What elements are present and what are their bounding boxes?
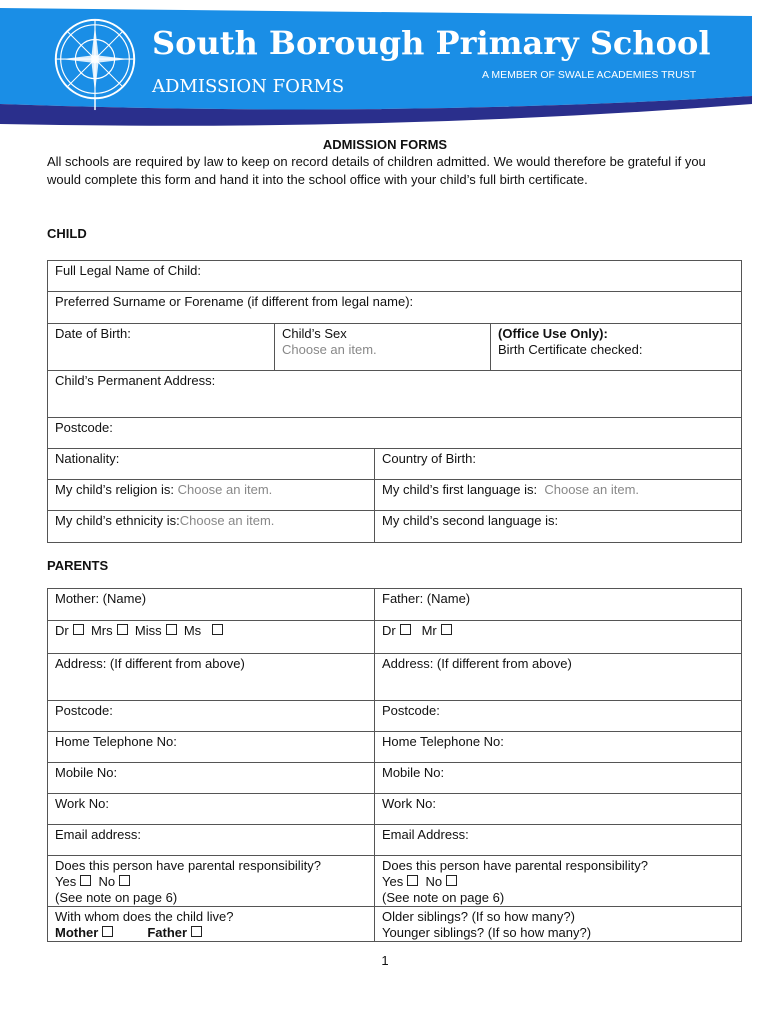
permanent-address-field[interactable]	[48, 371, 742, 418]
title-dr-label: Dr	[382, 623, 396, 638]
country-of-birth-field[interactable]	[375, 449, 742, 480]
mother-work-field[interactable]	[48, 794, 375, 825]
title-dr-checkbox[interactable]	[73, 624, 84, 635]
mother-address-label: Address: (If different from above)	[55, 656, 245, 671]
mother-postcode-field[interactable]	[48, 701, 375, 732]
father-parental-responsibility	[375, 856, 742, 907]
second-language-field[interactable]	[375, 511, 742, 543]
siblings-field[interactable]	[375, 907, 742, 942]
father-work-label: Work No:	[382, 796, 436, 811]
mother-name-field[interactable]	[48, 589, 375, 621]
mother-email-label: Email address:	[55, 827, 141, 842]
older-siblings-label: Older siblings? (If so how many?)	[382, 909, 575, 924]
father-email-label: Email Address:	[382, 827, 469, 842]
preferred-name-field[interactable]	[48, 292, 742, 324]
child-postcode-field[interactable]	[48, 418, 742, 449]
mother-name-label: Mother: (Name)	[55, 591, 147, 606]
title-mr-checkbox[interactable]	[441, 624, 452, 635]
ethnicity-field	[48, 511, 375, 543]
first-language-field	[375, 480, 742, 511]
father-postcode-field[interactable]	[375, 701, 742, 732]
father-address-field[interactable]	[375, 654, 742, 701]
see-note: (See note on page 6)	[55, 890, 178, 905]
father-name-field[interactable]	[375, 589, 742, 621]
child-section-heading: CHILD	[47, 226, 87, 241]
title-ms-checkbox[interactable]	[212, 624, 223, 635]
no-label: No	[425, 874, 443, 889]
yes-label: Yes	[55, 874, 77, 889]
page-number: 1	[381, 953, 389, 968]
mother-address-field[interactable]	[48, 654, 375, 701]
parents-details-table	[47, 588, 742, 942]
title-mr-label: Mr	[421, 623, 437, 638]
title-mrs-label: Mrs	[90, 623, 113, 638]
lives-with-father-checkbox[interactable]	[191, 926, 202, 937]
ethnicity-label: My child’s ethnicity is:	[55, 513, 180, 528]
father-home-tel-label: Home Telephone No:	[382, 734, 504, 749]
child-sex-field	[275, 324, 491, 371]
mother-title-options	[48, 621, 375, 654]
office-use-title: (Office Use Only):	[498, 326, 608, 341]
mother-home-tel-field[interactable]	[48, 732, 375, 763]
lives-with-mother-checkbox[interactable]	[102, 926, 113, 937]
parental-question: Does this person have parental responsibility?	[382, 858, 648, 873]
compass-logo-icon	[46, 14, 144, 112]
second-language-label: My child’s second language is:	[382, 513, 559, 528]
child-details-table	[47, 260, 742, 543]
nationality-label: Nationality:	[55, 451, 120, 466]
title-mrs-checkbox[interactable]	[117, 624, 128, 635]
father-mobile-field[interactable]	[375, 763, 742, 794]
title-ms-label: Ms	[183, 623, 202, 638]
lives-with-question: With whom does the child live?	[55, 909, 234, 924]
title-miss-label: Miss	[134, 623, 162, 638]
intro-paragraph: All schools are required by law to keep on record details of children admitted. We would therefore be grateful if you would complete this form and hand it into the school office with your child’s full birth certificate.	[47, 154, 706, 187]
preferred-name-label: Preferred Surname or Forename (if different from legal name):	[55, 294, 414, 309]
see-note: (See note on page 6)	[382, 890, 505, 905]
yes-checkbox[interactable]	[80, 875, 91, 886]
nationality-field[interactable]	[48, 449, 375, 480]
dob-field[interactable]	[48, 324, 275, 371]
permanent-address-label: Child’s Permanent Address:	[55, 373, 216, 388]
child-lives-with	[48, 907, 375, 942]
school-name: South Borough Primary School	[152, 24, 711, 62]
child-postcode-label: Postcode:	[55, 420, 113, 435]
first-language-label: My child’s first language is:	[382, 482, 538, 497]
mother-home-tel-label: Home Telephone No:	[55, 734, 177, 749]
first-language-dropdown[interactable]: Choose an item.	[544, 482, 640, 497]
lives-with-father-label: Father	[147, 925, 188, 940]
mother-email-field[interactable]	[48, 825, 375, 856]
father-title-options	[375, 621, 742, 654]
country-of-birth-label: Country of Birth:	[382, 451, 476, 466]
header-banner	[0, 0, 770, 132]
no-checkbox[interactable]	[446, 875, 457, 886]
title-miss-checkbox[interactable]	[166, 624, 177, 635]
father-mobile-label: Mobile No:	[382, 765, 445, 780]
no-label: No	[98, 874, 116, 889]
dob-label: Date of Birth:	[55, 326, 131, 341]
religion-dropdown[interactable]: Choose an item.	[177, 482, 273, 497]
mother-work-label: Work No:	[55, 796, 109, 811]
page-title: ADMISSION FORMS	[322, 137, 448, 152]
child-sex-dropdown[interactable]: Choose an item.	[282, 342, 377, 357]
religion-field	[48, 480, 375, 511]
father-name-label: Father: (Name)	[382, 591, 471, 606]
title-dr-label: Dr	[55, 623, 69, 638]
mother-mobile-label: Mobile No:	[55, 765, 118, 780]
yes-checkbox[interactable]	[407, 875, 418, 886]
father-postcode-label: Postcode:	[382, 703, 440, 718]
father-home-tel-field[interactable]	[375, 732, 742, 763]
father-email-field[interactable]	[375, 825, 742, 856]
birth-certificate-checked: Birth Certificate checked:	[498, 342, 643, 357]
title-dr-checkbox[interactable]	[400, 624, 411, 635]
full-name-label: Full Legal Name of Child:	[55, 263, 201, 278]
father-work-field[interactable]	[375, 794, 742, 825]
ethnicity-dropdown[interactable]: Choose an item.	[179, 513, 275, 528]
parental-question: Does this person have parental responsibility?	[55, 858, 321, 873]
child-sex-label: Child’s Sex	[282, 326, 347, 341]
younger-siblings-label: Younger siblings? (If so how many?)	[382, 925, 592, 940]
banner-subtitle: ADMISSION FORMS	[152, 76, 345, 97]
trust-membership: A MEMBER OF SWALE ACADEMIES TRUST	[482, 69, 697, 81]
father-address-label: Address: (If different from above)	[382, 656, 572, 671]
yes-label: Yes	[382, 874, 404, 889]
parents-section-heading: PARENTS	[47, 558, 109, 573]
mother-postcode-label: Postcode:	[55, 703, 113, 718]
lives-with-mother-label: Mother	[55, 925, 99, 940]
full-name-field[interactable]	[48, 261, 742, 292]
office-use-field	[491, 324, 742, 371]
no-checkbox[interactable]	[119, 875, 130, 886]
mother-mobile-field[interactable]	[48, 763, 375, 794]
mother-parental-responsibility	[48, 856, 375, 907]
religion-label: My child’s religion is:	[55, 482, 174, 497]
